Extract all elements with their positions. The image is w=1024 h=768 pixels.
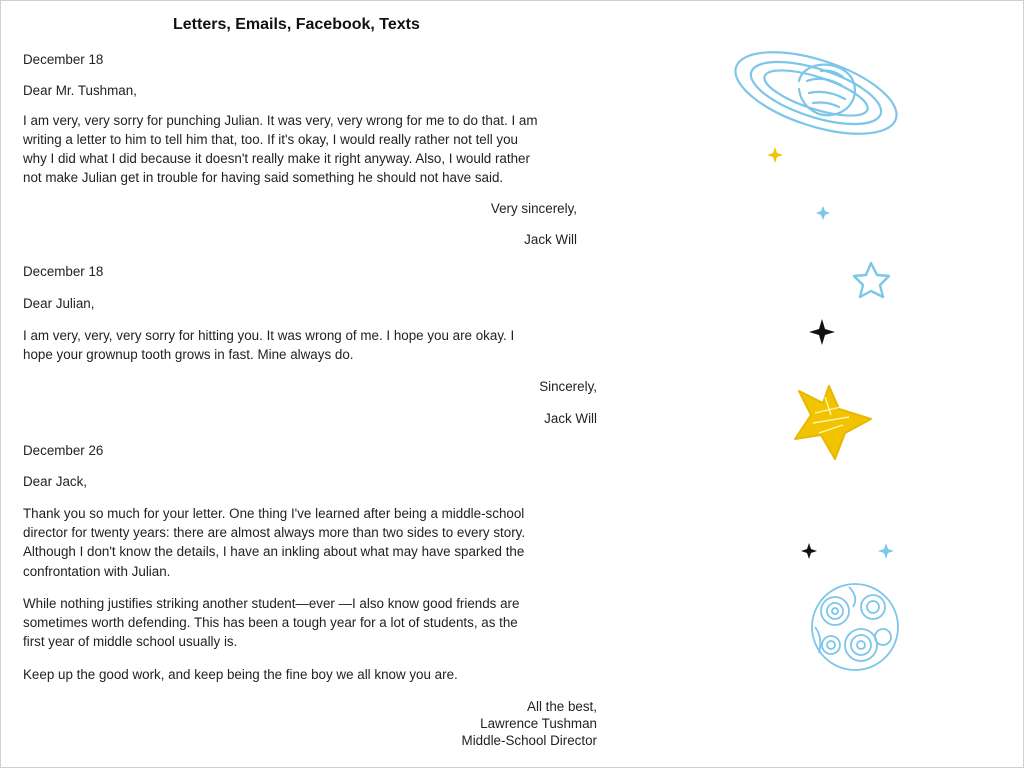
letter-3-line: confrontation with Julian. [23, 564, 171, 579]
letter-3-signature-name: Lawrence Tushman [480, 716, 597, 731]
star-outline-icon [854, 263, 889, 297]
letter-2-signature: Jack Will [544, 411, 597, 426]
letter-3-signature-title: Middle-School Director [461, 733, 597, 748]
letter-2-line: I am very, very, very sorry for hitting you. It was wrong of me. I hope you are okay. I [23, 328, 515, 343]
letter-1-line: why I did what I did because it doesn't really make it right anyway. Also, I would rather [23, 151, 530, 166]
letter-1-signature: Jack Will [524, 232, 577, 247]
letter-2-line: hope your grownup tooth grows in fast. Mine always do. [23, 347, 354, 362]
swirl-planet-icon [812, 584, 898, 670]
sparkle-icon [816, 206, 830, 220]
sparkle-icon [878, 543, 894, 559]
letter-2-closing: Sincerely, [539, 379, 597, 394]
letter-3-closing: All the best, [527, 699, 597, 714]
letter-3-line: Keep up the good work, and keep being the fine boy we all know you are. [23, 667, 458, 682]
letter-3-line: While nothing justifies striking another student—ever —I also know good friends are [23, 596, 520, 611]
letter-1-line: not make Julian get in trouble for having said something he should not have said. [23, 170, 504, 185]
sparkle-icon [767, 147, 783, 163]
letter-3-date: December 26 [23, 443, 104, 458]
letter-1-closing: Very sincerely, [490, 201, 577, 216]
ringed-planet-icon [726, 41, 906, 150]
sparkle-icon [809, 319, 835, 345]
letter-3-line: director for twenty years: there are almost always more than two sides to every story. [23, 525, 526, 540]
star-filled-icon [795, 386, 871, 459]
letter-3-line: Thank you so much for your letter. One thing I've learned after being a middle-school [23, 506, 525, 521]
letter-1-salutation: Dear Mr. Tushman, [23, 83, 137, 98]
letter-2-salutation: Dear Julian, [23, 296, 95, 311]
letter-1-line: I am very, very sorry for punching Julian. It was very, very wrong for me to do that. I am [23, 113, 538, 128]
letter-2-date: December 18 [23, 264, 104, 279]
sparkle-icon [801, 543, 817, 559]
space-decorations [723, 41, 923, 681]
letter-3-line: Although I don't know the details, I have an inkling about what may have sparked the [23, 544, 525, 559]
letter-3-salutation: Dear Jack, [23, 474, 87, 489]
letter-1-date: December 18 [23, 52, 104, 67]
letter-3-line: first year of middle school usually is. [23, 634, 238, 649]
page-title: Letters, Emails, Facebook, Texts [173, 16, 420, 33]
letter-1-line: writing a letter to him to tell him that, too. If it's okay, I would really rather not tell you [23, 132, 519, 147]
letter-3-line: sometimes worth defending. This has been a tough year for a lot of students, as the [23, 615, 518, 630]
